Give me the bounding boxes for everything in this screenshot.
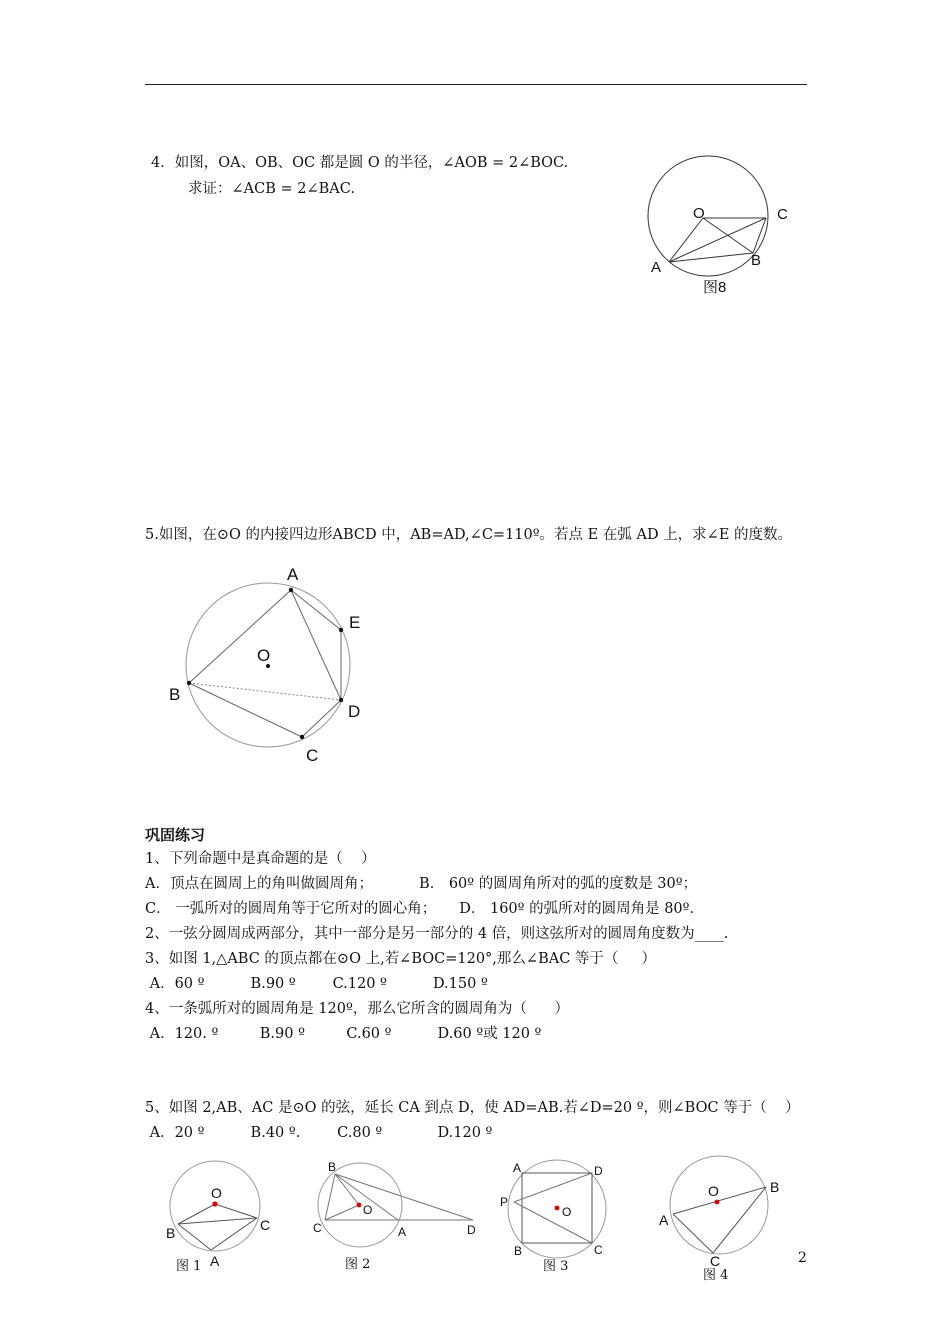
fig8-OA	[669, 218, 703, 262]
f3-label-A: A	[513, 1161, 522, 1175]
q5-label-E: E	[349, 613, 361, 632]
fig8-label-B: B	[751, 252, 762, 269]
f1-caption: 图 1	[176, 1259, 202, 1274]
q5-label-O: O	[257, 646, 271, 665]
q5-point-D	[339, 698, 343, 702]
q5-text: 5.如图，在⊙O 的内接四边形ABCD 中，AB=AD,∠C=110º。若点 E 在弧 AD 上，求∠E 的度数。	[145, 527, 793, 543]
q5-point-B	[187, 681, 191, 685]
f1-OC	[215, 1204, 257, 1218]
q5-label-B: B	[169, 685, 181, 704]
practice-line: 2、一弦分圆周成两部分，其中一部分是另一部分的 4 倍，则这弦所对的圆周角度数为____.	[145, 926, 729, 942]
f3-label-P: P	[500, 1195, 509, 1209]
f2-center	[357, 1203, 362, 1208]
f1-BO	[178, 1204, 215, 1224]
fig8-label-C: C	[777, 206, 788, 223]
f1-label-B: B	[166, 1225, 176, 1241]
figure-4	[670, 1156, 768, 1254]
f3-PC	[514, 1202, 592, 1243]
f4-circle	[670, 1156, 768, 1254]
practice-line: 4、一条弧所对的圆周角是 120º，那么它所含的圆周角为（ ）	[145, 1001, 569, 1017]
f3-caption: 图 3	[543, 1259, 569, 1274]
q5-point-A	[289, 588, 293, 592]
f1-center	[212, 1201, 217, 1206]
f3-PD	[514, 1173, 592, 1202]
practice-line: A．20 º B.40 º. C.80 º D.120 º	[145, 1125, 493, 1141]
practice-line: 5、如图 2,AB、AC 是⊙O 的弦，延长 CA 到点 D，使 AD=AB.若∠D=20 º，则∠BOC 等于（ ）	[145, 1100, 800, 1116]
fig8-label-A: A	[651, 259, 662, 276]
q5-BD	[189, 683, 341, 700]
f4-label-B: B	[770, 1179, 780, 1195]
page-number: 2	[798, 1250, 807, 1266]
f2-caption: 图 2	[345, 1257, 371, 1272]
practice-line: C． 一弧所对的圆周角等于它所对的圆心角； D． 160º 的弧所对的圆周角是 80º．	[145, 901, 704, 917]
fig8-caption: 图8	[703, 279, 727, 296]
f2-label-B: B	[328, 1160, 337, 1174]
q5-AD	[291, 590, 341, 700]
q5-point-C	[300, 735, 304, 739]
figure-1	[170, 1161, 260, 1251]
q5-BC	[189, 683, 302, 737]
practice-line: 1、下列命题中是真命题的是（ ）	[145, 851, 376, 867]
q5-AB	[189, 590, 291, 683]
f1-label-C: C	[260, 1217, 271, 1233]
practice-line: A．120. º B.90 º C.60 º D.60 º或 120 º	[145, 1026, 542, 1042]
f4-center	[715, 1200, 720, 1205]
q5-label-D: D	[348, 702, 361, 721]
q5-label-C: C	[306, 746, 319, 765]
q5-AE	[291, 590, 341, 630]
f3-label-C: C	[594, 1243, 603, 1257]
figure-8	[648, 156, 768, 276]
f2-BD	[335, 1174, 473, 1220]
f3-label-B: B	[514, 1244, 523, 1258]
f2-label-D: D	[467, 1223, 476, 1237]
f2-CO	[325, 1205, 359, 1220]
q5-figure	[186, 583, 350, 747]
f3-label-O: O	[562, 1205, 572, 1219]
f2-label-A: A	[398, 1225, 407, 1239]
f2-label-O: O	[363, 1203, 373, 1217]
fig8-AB	[669, 253, 753, 262]
fig8-label-O: O	[693, 205, 705, 222]
f2-label-C: C	[313, 1221, 322, 1235]
q4-line1: 4．如图，OA、OB、OC 都是圆 O 的半径，∠AOB = 2∠BOC.	[151, 155, 569, 171]
practice-line: A．顶点在圆周上的角叫做圆周角； B． 60º 的圆周角所对的弧的度数是 30º；	[145, 876, 698, 892]
q5-label-A: A	[287, 565, 299, 584]
f3-label-D: D	[594, 1164, 603, 1178]
q5-point-E	[339, 628, 343, 632]
f1-BC	[178, 1218, 257, 1224]
f4-CB	[713, 1187, 766, 1253]
f4-caption: 图 4	[703, 1268, 729, 1283]
q4-line2: 求证：∠ACB = 2∠BAC.	[188, 181, 355, 197]
f1-label-O: O	[211, 1185, 222, 1201]
f3-center	[555, 1206, 560, 1211]
f4-AB	[673, 1187, 766, 1214]
f1-label-A: A	[210, 1253, 220, 1269]
figure-2	[318, 1163, 473, 1247]
practice-heading: 巩固练习	[145, 826, 206, 844]
f4-label-A: A	[659, 1212, 669, 1228]
figure-3	[508, 1160, 606, 1258]
practice-line: A．60 º B.90 º C.120 º D.150 º	[145, 976, 488, 992]
q5-CD	[302, 700, 341, 737]
f4-label-O: O	[708, 1183, 719, 1199]
practice-line: 3、如图 1,△ABC 的顶点都在⊙O 上,若∠BOC=120°,那么∠BAC 等于（ ）	[145, 951, 656, 967]
f4-label-C: C	[710, 1253, 721, 1269]
f2-BC	[325, 1174, 335, 1220]
